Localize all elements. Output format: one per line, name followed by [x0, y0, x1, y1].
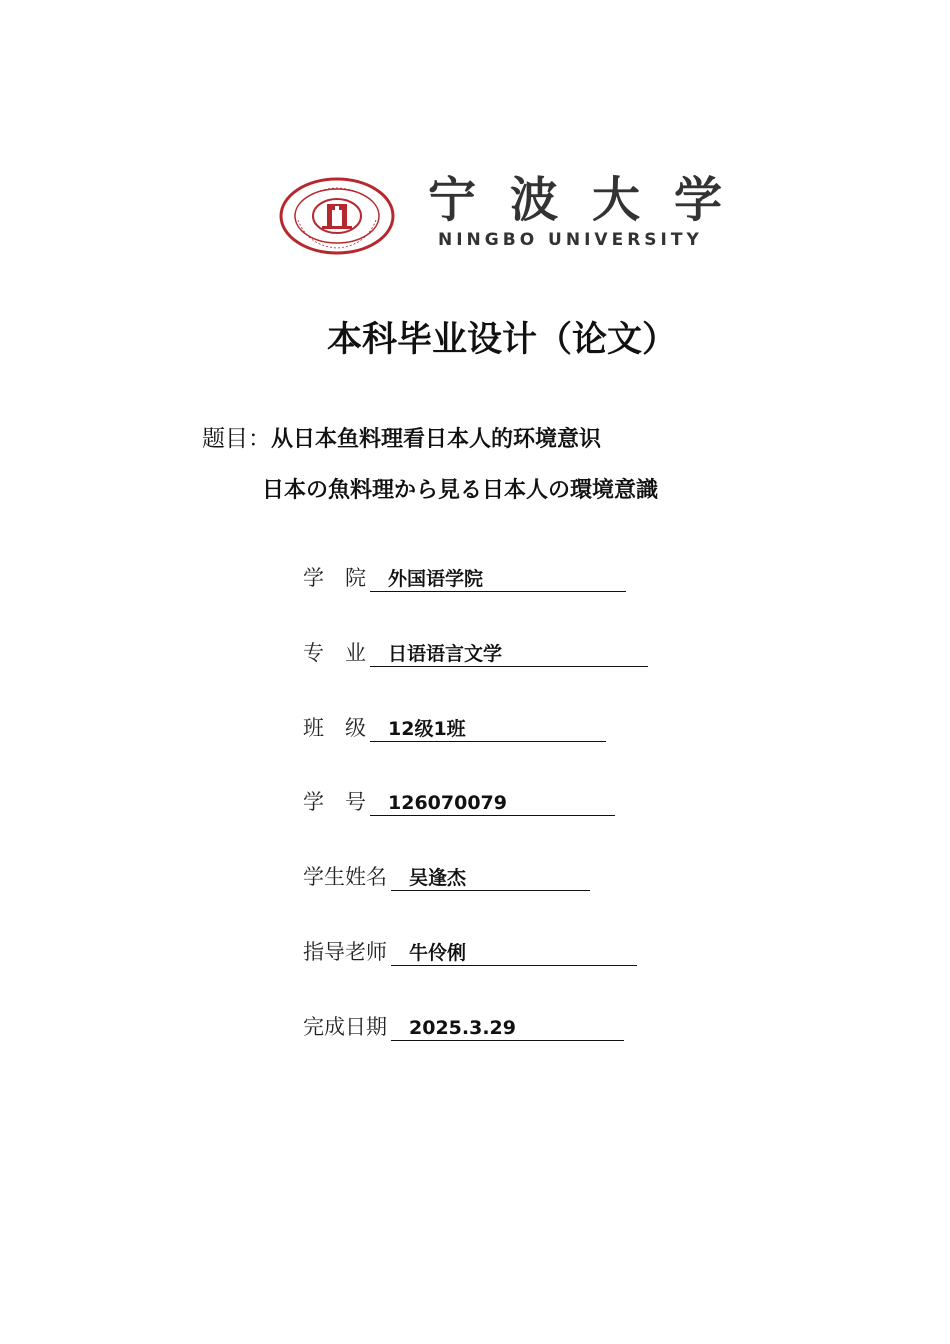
field-row-college: [303, 560, 626, 592]
university-name-cn: 宁波大学: [428, 172, 757, 228]
topic-japanese: 日本の魚料理から見る日本人の環境意識: [262, 478, 659, 503]
university-name-en: NINGBO UNIVERSITY: [438, 230, 703, 250]
field-value: 126070079: [370, 791, 615, 816]
document-title: 本科毕业设计（论文）: [326, 320, 677, 360]
field-label: 指导老师: [303, 940, 387, 964]
field-row-class: [303, 710, 606, 742]
field-value: 2025.3.29: [391, 1016, 624, 1041]
topic-label: 题目：: [202, 426, 271, 452]
field-row-student-name: [303, 859, 590, 891]
topic-line: [202, 423, 601, 456]
field-label: 学 院: [303, 566, 366, 590]
field-label: 学生姓名: [303, 865, 387, 889]
university-seal-icon: [278, 176, 396, 256]
field-label: 完成日期: [303, 1015, 387, 1039]
topic-chinese: 从日本鱼料理看日本人的环境意识: [271, 427, 602, 452]
field-value: 吴逢杰: [391, 866, 590, 891]
field-label: 学 号: [303, 790, 366, 814]
field-label: 班 级: [303, 716, 366, 740]
field-row-major: [303, 635, 648, 667]
field-row-student-id: [303, 784, 615, 816]
field-value: 牛伶俐: [391, 941, 637, 966]
field-value: 日语语言文学: [370, 642, 648, 667]
field-value: 外国语学院: [370, 567, 626, 592]
field-row-advisor: [303, 934, 637, 966]
field-label: 专 业: [303, 641, 366, 665]
university-logo: [278, 172, 757, 258]
field-value: 12级1班: [370, 717, 606, 742]
field-row-completion-date: [303, 1009, 624, 1041]
